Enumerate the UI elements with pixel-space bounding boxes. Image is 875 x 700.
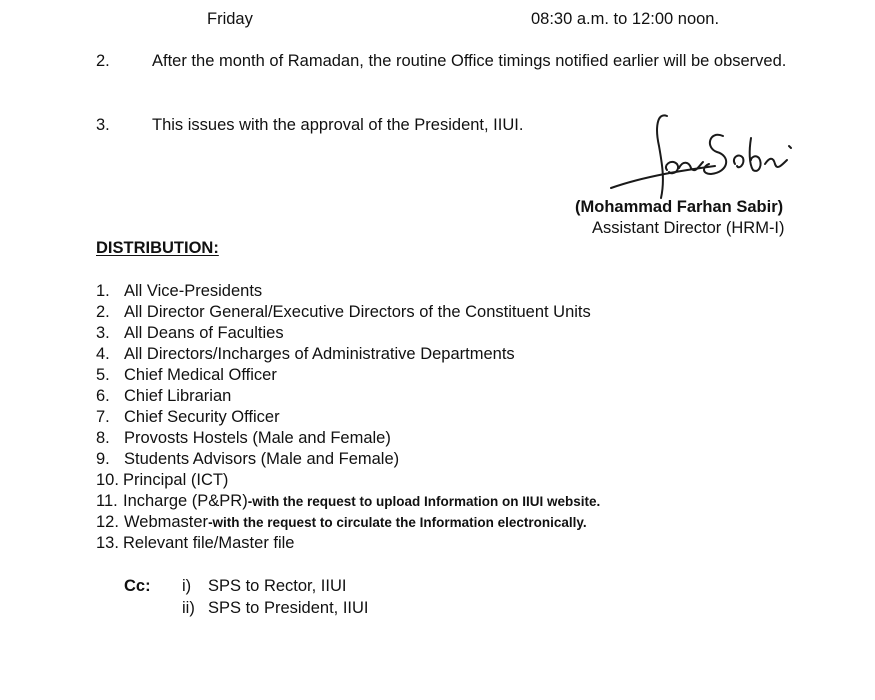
list-item bbox=[96, 533, 600, 554]
list-item bbox=[96, 323, 600, 344]
item-number: 7. bbox=[96, 408, 110, 426]
item-text: Students Advisors (Male and Female) bbox=[124, 450, 400, 468]
distribution-list bbox=[96, 281, 600, 554]
cc-item bbox=[182, 597, 369, 619]
schedule-day: Friday bbox=[207, 10, 253, 28]
cc-item-text: SPS to President, IIUI bbox=[208, 599, 369, 617]
list-item bbox=[96, 449, 600, 470]
signatory-name: (Mohammad Farhan Sabir) bbox=[575, 198, 784, 216]
item-number: 9. bbox=[96, 450, 110, 468]
item-number: 4. bbox=[96, 345, 110, 363]
handwritten-signature bbox=[605, 108, 805, 203]
item-text: All Deans of Faculties bbox=[124, 324, 284, 342]
item-text: Chief Security Officer bbox=[124, 408, 280, 426]
cc-label: Cc: bbox=[124, 577, 151, 595]
item-note: -with the request to circulate the Information electronically. bbox=[208, 515, 587, 530]
paragraph-2-number: 2. bbox=[96, 52, 110, 70]
item-number: 10. bbox=[96, 471, 119, 489]
list-item bbox=[96, 491, 600, 512]
item-number: 8. bbox=[96, 429, 110, 447]
cc-item-number: ii) bbox=[182, 599, 195, 617]
item-number: 1. bbox=[96, 282, 110, 300]
item-number: 12. bbox=[96, 513, 119, 531]
item-text: All Director General/Executive Directors of the Constituent Units bbox=[124, 303, 591, 321]
paragraph-2 bbox=[96, 51, 804, 72]
paragraph-3-number: 3. bbox=[96, 116, 110, 134]
item-number: 6. bbox=[96, 387, 110, 405]
list-item bbox=[96, 428, 600, 449]
item-note: -with the request to upload Information on IIUI website. bbox=[247, 494, 601, 509]
list-item bbox=[96, 302, 600, 323]
item-number: 11. bbox=[96, 492, 118, 510]
item-text: Incharge (P&PR) bbox=[123, 492, 248, 510]
paragraph-3-text: This issues with the approval of the President, IIUI. bbox=[152, 116, 524, 134]
item-text: Relevant file/Master file bbox=[123, 534, 295, 552]
list-item bbox=[96, 407, 600, 428]
item-number: 3. bbox=[96, 324, 110, 342]
item-number: 5. bbox=[96, 366, 110, 384]
cc-item-text: SPS to Rector, IIUI bbox=[208, 577, 347, 595]
item-text: All Directors/Incharges of Administrative Departments bbox=[124, 345, 515, 363]
item-text: Provosts Hostels (Male and Female) bbox=[124, 429, 391, 447]
item-number: 13. bbox=[96, 534, 119, 552]
schedule-timing: 08:30 a.m. to 12:00 noon. bbox=[531, 10, 720, 28]
item-text: Principal (ICT) bbox=[123, 471, 229, 489]
item-text: Webmaster bbox=[124, 513, 209, 531]
item-text: Chief Medical Officer bbox=[124, 366, 277, 384]
cc-item bbox=[182, 575, 369, 597]
list-item bbox=[96, 344, 600, 365]
cc-item-number: i) bbox=[182, 577, 192, 595]
list-item bbox=[96, 386, 600, 407]
item-number: 2. bbox=[96, 303, 110, 321]
list-item bbox=[96, 470, 600, 491]
paragraph-2-text: After the month of Ramadan, the routine Office timings notified earlier will be observed. bbox=[152, 52, 787, 70]
distribution-heading: DISTRIBUTION: bbox=[96, 239, 219, 257]
list-item bbox=[96, 281, 600, 302]
signatory-title: Assistant Director (HRM-I) bbox=[592, 219, 785, 237]
list-item bbox=[96, 512, 600, 533]
list-item bbox=[96, 365, 600, 386]
item-text: Chief Librarian bbox=[124, 387, 232, 405]
cc-list bbox=[182, 575, 369, 619]
item-text: All Vice-Presidents bbox=[124, 282, 263, 300]
